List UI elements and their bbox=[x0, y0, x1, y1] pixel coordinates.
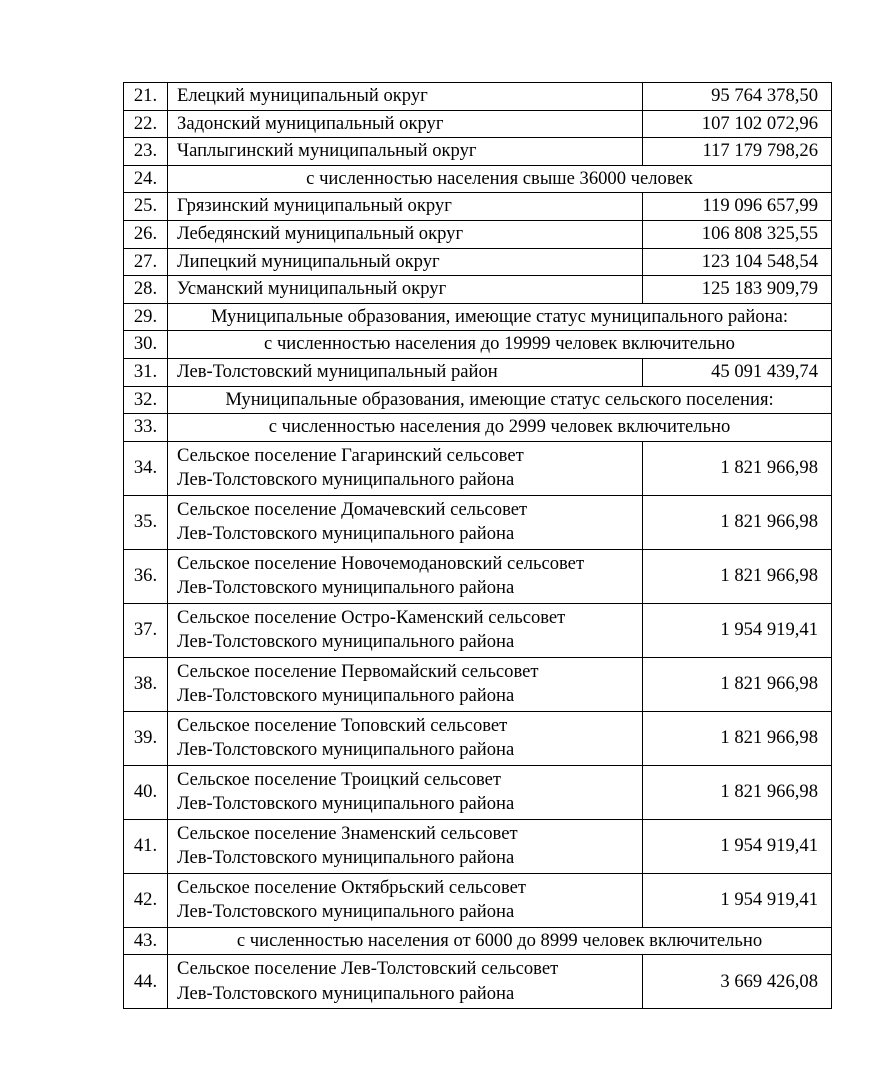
amount-value: 3 669 426,08 bbox=[643, 955, 832, 1009]
row-number: 32. bbox=[124, 386, 168, 414]
settlement-name-line: Сельское поселение Октябрьский сельсовет bbox=[177, 876, 526, 898]
settlement-name-line: Сельское поселение Первомайский сельсовет bbox=[177, 660, 539, 682]
district-name-line: Лев-Толстовского муниципального района bbox=[177, 523, 515, 545]
amount-value: 123 104 548,54 bbox=[643, 248, 832, 276]
table-section-row bbox=[124, 331, 832, 359]
municipality-name bbox=[168, 441, 643, 495]
amount-value: 1 954 919,41 bbox=[643, 603, 832, 657]
district-name-line: Лев-Толстовского муниципального района bbox=[177, 793, 515, 815]
table-row bbox=[124, 549, 832, 603]
row-number: 27. bbox=[124, 248, 168, 276]
section-heading: с численностью населения до 19999 человек включительно bbox=[168, 331, 832, 359]
amount-value: 1 821 966,98 bbox=[643, 765, 832, 819]
section-heading: Муниципальные образования, имеющие статус сельского поселения: bbox=[168, 386, 832, 414]
municipality-name: Чаплыгинский муниципальный округ bbox=[168, 138, 643, 166]
table-row bbox=[124, 873, 832, 927]
table-row bbox=[124, 193, 832, 221]
table-row bbox=[124, 657, 832, 711]
district-name-line: Лев-Толстовского муниципального района bbox=[177, 901, 515, 923]
amount-value: 1 821 966,98 bbox=[643, 549, 832, 603]
municipality-name: Усманский муниципальный округ bbox=[168, 276, 643, 304]
municipality-name: Задонский муниципальный округ bbox=[168, 110, 643, 138]
municipality-name bbox=[168, 657, 643, 711]
section-heading: с численностью населения от 6000 до 8999 человек включительно bbox=[168, 927, 832, 955]
table-row bbox=[124, 110, 832, 138]
amount-value: 95 764 378,50 bbox=[643, 83, 832, 111]
row-number: 26. bbox=[124, 220, 168, 248]
municipality-name bbox=[168, 955, 643, 1009]
district-name-line: Лев-Толстовского муниципального района bbox=[177, 847, 515, 869]
municipality-name: Грязинский муниципальный округ bbox=[168, 193, 643, 221]
table-row bbox=[124, 603, 832, 657]
settlement-name-line: Сельское поселение Знаменский сельсовет bbox=[177, 822, 518, 844]
row-number: 38. bbox=[124, 657, 168, 711]
row-number: 40. bbox=[124, 765, 168, 819]
table-section-row bbox=[124, 927, 832, 955]
row-number: 39. bbox=[124, 711, 168, 765]
amount-value: 106 808 325,55 bbox=[643, 220, 832, 248]
row-number: 36. bbox=[124, 549, 168, 603]
row-number: 28. bbox=[124, 276, 168, 304]
allocation-table bbox=[123, 82, 832, 1009]
table-row bbox=[124, 276, 832, 304]
table-row bbox=[124, 819, 832, 873]
row-number: 41. bbox=[124, 819, 168, 873]
table-row bbox=[124, 765, 832, 819]
section-heading: с численностью населения до 2999 человек включительно bbox=[168, 414, 832, 442]
amount-value: 119 096 657,99 bbox=[643, 193, 832, 221]
row-number: 24. bbox=[124, 165, 168, 193]
row-number: 33. bbox=[124, 414, 168, 442]
row-number: 43. bbox=[124, 927, 168, 955]
municipality-name: Лебедянский муниципальный округ bbox=[168, 220, 643, 248]
table-section-row bbox=[124, 414, 832, 442]
municipality-name bbox=[168, 873, 643, 927]
amount-value: 1 821 966,98 bbox=[643, 495, 832, 549]
row-number: 42. bbox=[124, 873, 168, 927]
table-row bbox=[124, 441, 832, 495]
municipality-name: Елецкий муниципальный округ bbox=[168, 83, 643, 111]
table-row bbox=[124, 358, 832, 386]
table-section-row bbox=[124, 303, 832, 331]
district-name-line: Лев-Толстовского муниципального района bbox=[177, 685, 515, 707]
amount-value: 45 091 439,74 bbox=[643, 358, 832, 386]
district-name-line: Лев-Толстовского муниципального района bbox=[177, 577, 515, 599]
amount-value: 117 179 798,26 bbox=[643, 138, 832, 166]
district-name-line: Лев-Толстовского муниципального района bbox=[177, 739, 515, 761]
settlement-name-line: Сельское поселение Троицкий сельсовет bbox=[177, 768, 502, 790]
table-row bbox=[124, 955, 832, 1009]
municipality-name bbox=[168, 711, 643, 765]
section-heading: с численностью населения свыше 36000 человек bbox=[168, 165, 832, 193]
table-row bbox=[124, 220, 832, 248]
table-row bbox=[124, 711, 832, 765]
municipality-name bbox=[168, 549, 643, 603]
row-number: 25. bbox=[124, 193, 168, 221]
municipality-name: Липецкий муниципальный округ bbox=[168, 248, 643, 276]
settlement-name-line: Сельское поселение Домачевский сельсовет bbox=[177, 498, 528, 520]
row-number: 30. bbox=[124, 331, 168, 359]
amount-value: 1 954 919,41 bbox=[643, 873, 832, 927]
settlement-name-line: Сельское поселение Лев-Толстовский сельсовет bbox=[177, 958, 559, 980]
row-number: 31. bbox=[124, 358, 168, 386]
row-number: 44. bbox=[124, 955, 168, 1009]
row-number: 23. bbox=[124, 138, 168, 166]
table-section-row bbox=[124, 165, 832, 193]
settlement-name-line: Сельское поселение Новочемодановский сельсовет bbox=[177, 552, 585, 574]
district-name-line: Лев-Толстовского муниципального района bbox=[177, 469, 515, 491]
table-row bbox=[124, 83, 832, 111]
settlement-name-line: Сельское поселение Топовский сельсовет bbox=[177, 714, 508, 736]
row-number: 37. bbox=[124, 603, 168, 657]
row-number: 35. bbox=[124, 495, 168, 549]
table-row bbox=[124, 248, 832, 276]
municipality-name bbox=[168, 603, 643, 657]
row-number: 22. bbox=[124, 110, 168, 138]
table-row bbox=[124, 495, 832, 549]
municipality-name: Лев-Толстовский муниципальный район bbox=[168, 358, 643, 386]
municipality-name bbox=[168, 819, 643, 873]
district-name-line: Лев-Толстовского муниципального района bbox=[177, 631, 515, 653]
row-number: 29. bbox=[124, 303, 168, 331]
amount-value: 1 821 966,98 bbox=[643, 441, 832, 495]
amount-value: 107 102 072,96 bbox=[643, 110, 832, 138]
amount-value: 1 821 966,98 bbox=[643, 711, 832, 765]
row-number: 21. bbox=[124, 83, 168, 111]
section-heading: Муниципальные образования, имеющие статус муниципального района: bbox=[168, 303, 832, 331]
amount-value: 1 821 966,98 bbox=[643, 657, 832, 711]
row-number: 34. bbox=[124, 441, 168, 495]
district-name-line: Лев-Толстовского муниципального района bbox=[177, 982, 515, 1004]
table-row bbox=[124, 138, 832, 166]
table-section-row bbox=[124, 386, 832, 414]
amount-value: 125 183 909,79 bbox=[643, 276, 832, 304]
settlement-name-line: Сельское поселение Гагаринский сельсовет bbox=[177, 444, 524, 466]
amount-value: 1 954 919,41 bbox=[643, 819, 832, 873]
municipality-name bbox=[168, 495, 643, 549]
settlement-name-line: Сельское поселение Остро-Каменский сельсовет bbox=[177, 606, 566, 628]
municipality-name bbox=[168, 765, 643, 819]
